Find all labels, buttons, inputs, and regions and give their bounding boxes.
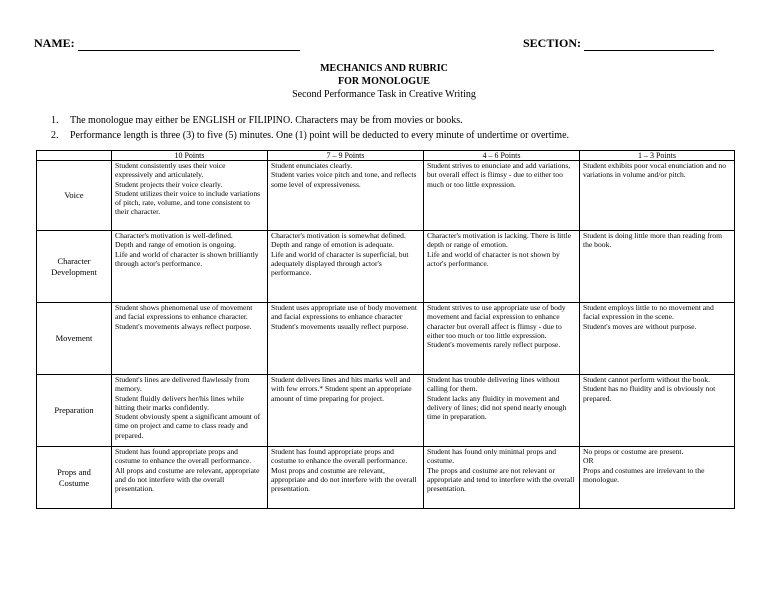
section-blank-line[interactable] — [584, 40, 714, 51]
rubric-descriptor-cell — [580, 447, 735, 509]
descriptor-line: All props and costume are relevant, appropriate and do not interfere with the overall presentation. — [115, 465, 260, 494]
descriptor-line: Depth and range of emotion is adequate. — [271, 240, 394, 250]
rubric-descriptor-cell — [424, 375, 580, 447]
document-subtitle: Second Performance Task in Creative Writing — [292, 89, 476, 100]
criterion-label: Costume — [58, 477, 90, 488]
descriptor-line: Props and costumes are irrelevant to the monologue. — [583, 465, 705, 484]
descriptor-line: Student is doing little more than reading from the book. — [583, 231, 722, 250]
rubric-descriptor-cell — [424, 161, 580, 231]
rubric-descriptor-cell — [580, 161, 735, 231]
descriptor-line: Character's motivation is somewhat defined. — [271, 231, 406, 240]
descriptor-line: OR — [583, 456, 594, 466]
section-field — [523, 36, 714, 51]
instructions-list — [51, 113, 569, 143]
rubric-row — [37, 161, 735, 231]
instruction-item — [51, 128, 569, 143]
rubric-descriptor-cell — [112, 447, 268, 509]
descriptor-line: Student has found only minimal props and costume. — [427, 447, 557, 466]
descriptor-line: Student exhibits poor vocal enunciation and no variations in volume and/or pitch. — [583, 161, 726, 180]
column-header-7-9-points: 7 – 9 Points — [268, 151, 424, 161]
instruction-text: The monologue may either be ENGLISH or FILIPINO. Characters may be from movies or books. — [70, 115, 463, 126]
descriptor-line: Most props and costume are relevant, appropriate and do not interfere with the overall presentation. — [271, 465, 417, 494]
rubric-descriptor-cell — [424, 447, 580, 509]
criterion-cell — [37, 161, 112, 231]
descriptor-line: Student employs little to no movement and facial expression in the scene. — [583, 303, 714, 322]
name-field — [34, 36, 300, 51]
descriptor-line: Life and world of character is superficial, but adequately displayed through actor's performance. — [271, 249, 409, 278]
descriptor-line: Student has no fluidity and is obviously not prepared. — [583, 384, 716, 403]
criterion-cell — [37, 303, 112, 375]
name-label: NAME: — [34, 36, 75, 50]
rubric-descriptor-cell — [112, 231, 268, 303]
descriptor-line: Student has trouble delivering lines without calling for them. — [427, 375, 560, 394]
rubric-descriptor-cell — [424, 231, 580, 303]
column-header-4-6-points: 4 – 6 Points — [424, 151, 580, 161]
rubric-descriptor-cell — [268, 375, 424, 447]
rubric-header-row — [37, 151, 735, 161]
rubric-row — [37, 447, 735, 509]
descriptor-line: Student lacks any fluidity in movement and delivery of lines; did not spend nearly enough time in preparation. — [427, 393, 567, 422]
descriptor-line: Student consistently uses their voice expressively and articulately. — [115, 161, 226, 180]
criterion-label: Voice — [64, 190, 84, 200]
descriptor-line: Student enunciates clearly. — [271, 161, 353, 170]
descriptor-line: Life and world of character is shown brilliantly through actor's performance. — [115, 249, 259, 268]
rubric-descriptor-cell — [424, 303, 580, 375]
descriptor-line: Student's movements rarely reflect purpose. — [427, 340, 561, 350]
rubric-descriptor-cell — [268, 231, 424, 303]
descriptor-line: No props or costume are present. — [583, 447, 684, 456]
rubric-descriptor-cell — [112, 303, 268, 375]
name-blank-line[interactable] — [78, 40, 300, 51]
descriptor-line: Life and world of character is not shown by actor's performance. — [427, 249, 560, 268]
descriptor-line: Character's motivation is well-defined. — [115, 231, 233, 240]
criterion-label: Movement — [55, 333, 93, 343]
document-title-line2: FOR MONOLOGUE — [338, 76, 430, 87]
descriptor-line: Student projects their voice clearly. — [115, 179, 223, 189]
criterion-cell — [37, 375, 112, 447]
descriptor-line: Student's movements always reflect purpose. — [115, 321, 252, 331]
descriptor-line: Student strives to use appropriate use of body movement and facial expression to enhance character but overall affect is flimsy - due to either too much or too little expression. — [427, 303, 566, 340]
descriptor-line: Student's moves are without purpose. — [583, 321, 697, 331]
rubric-row — [37, 231, 735, 303]
rubric-descriptor-cell — [580, 303, 735, 375]
rubric-descriptor-cell — [268, 303, 424, 375]
section-label: SECTION: — [523, 36, 582, 50]
descriptor-line: Depth and range of emotion is ongoing. — [115, 240, 236, 250]
criterion-cell — [37, 447, 112, 509]
descriptor-line: Student fluidly delivers her/his lines while hitting their marks confidently. — [115, 393, 244, 412]
descriptor-line: Student has found appropriate props and costume to enhance the overall performance. — [271, 447, 408, 466]
descriptor-line: Student utilizes their voice to include variations of pitch, rate, volume, and tone consistent to their character. — [115, 188, 261, 217]
rubric-descriptor-cell — [268, 447, 424, 509]
criterion-cell — [37, 231, 112, 303]
descriptor-line: Character's motivation is lacking. There is little depth or range of emotion. — [427, 231, 571, 250]
descriptor-line: Student's movements usually reflect purpose. — [271, 321, 409, 331]
descriptor-line: Student cannot perform without the book. — [583, 375, 710, 384]
instruction-number: 1. — [51, 115, 59, 126]
rubric-descriptor-cell — [112, 375, 268, 447]
rubric-descriptor-cell — [580, 231, 735, 303]
descriptor-line: Student varies voice pitch and tone, and reflects some level of expressiveness. — [271, 170, 417, 189]
column-header-1-3-points: 1 – 3 Points — [580, 151, 735, 161]
document-title: MECHANICS AND RUBRIC — [320, 63, 448, 74]
descriptor-line: Student strives to enunciate and add variations, but overall effect is flimsy - due to either too much or too little expression. — [427, 161, 571, 189]
instruction-number: 2. — [51, 130, 59, 141]
instruction-item — [51, 113, 569, 128]
criterion-label: Preparation — [54, 405, 94, 415]
descriptor-line: Student shows phenomenal use of movement and facial expressions to enhance character. — [115, 303, 253, 322]
criterion-header — [37, 151, 112, 161]
rubric-table — [36, 150, 735, 509]
criterion-label: Props and — [57, 466, 91, 477]
descriptor-line: The props and costume are not relevant or appropriate and tend to interfere with the overall presentation. — [427, 465, 575, 494]
criterion-label: Character — [57, 255, 91, 266]
instruction-text: Performance length is three (3) to five (5) minutes. One (1) point will be deducted to every minute of undertime or overtime. — [70, 130, 570, 141]
rubric-descriptor-cell — [268, 161, 424, 231]
rubric-row — [37, 303, 735, 375]
rubric-row — [37, 375, 735, 447]
rubric-descriptor-cell — [112, 161, 268, 231]
descriptor-line: Student's lines are delivered flawlessly from memory. — [115, 375, 250, 394]
descriptor-line: Student delivers lines and hits marks well and with few errors.* Student spent an appropriate amount of time preparing for project. — [271, 375, 412, 403]
criterion-label: Development — [51, 266, 97, 277]
descriptor-line: Student has found appropriate props and costume to enhance the overall performance. — [115, 447, 252, 466]
rubric-descriptor-cell — [580, 375, 735, 447]
column-header-10-points: 10 Points — [112, 151, 268, 161]
descriptor-line: Student uses appropriate use of body movement and facial expressions to enhance character — [271, 303, 417, 322]
descriptor-line: Student obviously spent a significant amount of time on project and came to class ready and prepared. — [115, 412, 261, 440]
